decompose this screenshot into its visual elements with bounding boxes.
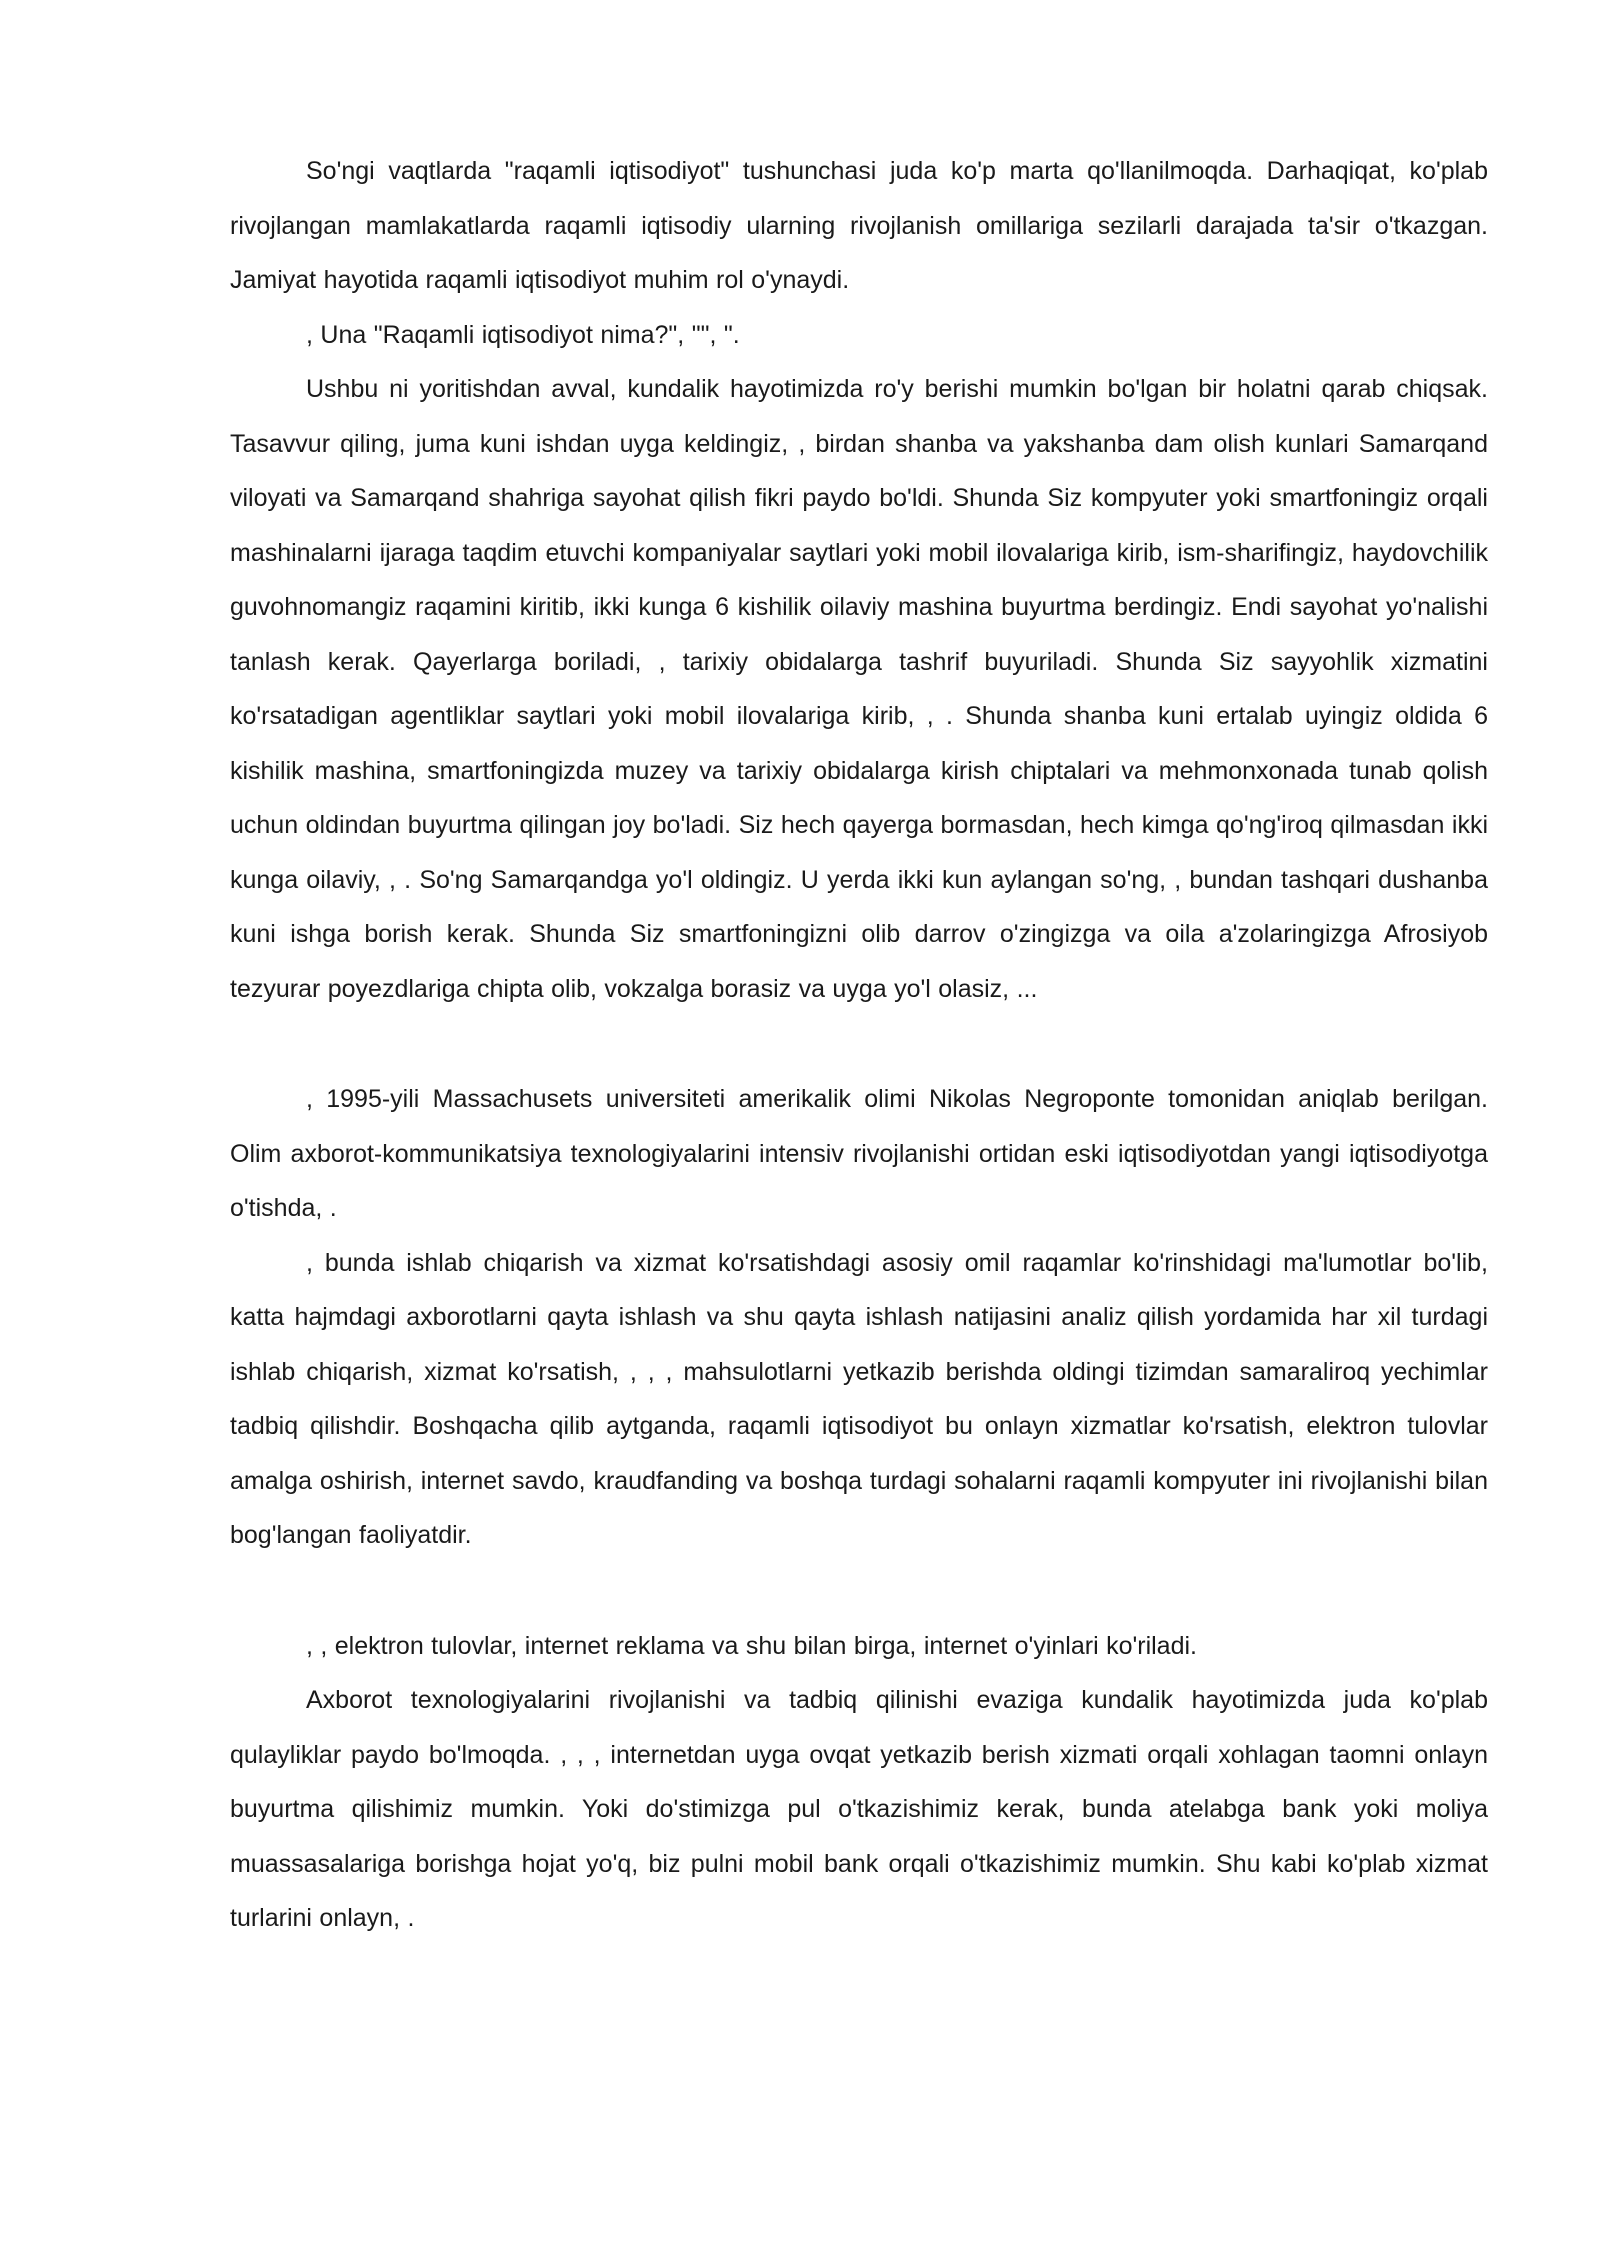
paragraph-definition: , bunda ishlab chiqarish va xizmat ko'rsatishdagi asosiy omil raqamlar ko'rinshidagi ma'lumotlar bo'lib, katta hajmdagi axborotlarni qayta ishlash va shu qayta ishlash natijasini analiz qilish yordamida har xil turdagi ishlab chiqarish, xizmat ko'rsatish, , , , mahsulotlarni yetkazib berishda oldingi tizimdan samaraliroq yechimlar tadbiq qilishdir. Boshqacha qilib aytganda, raqamli iqtisodiyot bu onlayn xizmatlar ko'rsatish, elektron tulovlar amalga oshirish, internet savdo, kraudfanding va boshqa turdagi sohalarni raqamli kompyuter ini rivojlanishi bilan bog'langan faoliyatdir. [230, 1248, 1488, 1549]
paragraph-examples: , , elektron tulovlar, internet reklama va shu bilan birga, internet o'yinlari ko'riladi. [306, 1631, 1197, 1660]
paragraph-spacer [230, 1563, 1488, 1619]
document-page [230, 144, 1488, 1946]
paragraph-question: , Una "Raqamli iqtisodiyot nima?", "", ". [306, 320, 740, 349]
paragraph-conveniences: Axborot texnologiyalarini rivojlanishi va tadbiq qilinishi evaziga kundalik hayotimizda juda ko'plab qulayliklar paydo bo'lmoqda. , , , internetdan uyga ovqat yetkazib berish xizmati orqali xohlagan taomni onlayn buyurtma qilishimiz mumkin. Yoki do'stimizga pul o'tkazishimiz kerak, bunda atelabga bank yoki moliya muassasalariga borishga hojat yo'q, biz pulni mobil bank orqali o'tkazishimiz mumkin. Shu kabi ko'plab xizmat turlarini onlayn, . [230, 1686, 1488, 1932]
paragraph-spacer [230, 1016, 1488, 1072]
paragraph-history: , 1995-yili Massachusets universiteti amerikalik olimi Nikolas Negroponte tomonidan aniqlab berilgan. Olim axborot-kommunikatsiya texnologiyalarini intensiv rivojlanishi ortidan eski iqtisodiyotdan yangi iqtisodiyotga o'tishda, . [230, 1085, 1488, 1222]
paragraph-scenario: Ushbu ni yoritishdan avval, kundalik hayotimizda ro'y berishi mumkin bo'lgan bir holatni qarab chiqsak. Tasavvur qiling, juma kuni ishdan uyga keldingiz, , birdan shanba va yakshanba dam olish kunlari Samarqand viloyati va Samarqand shahriga sayohat qilish fikri paydo bo'ldi. Shunda Siz kompyuter yoki smartfoningiz orqali mashinalarni ijaraga taqdim etuvchi kompaniyalar saytlari yoki mobil ilovalariga kirib, ism-sharifingiz, haydovchilik guvohnomangiz raqamini kiritib, ikki kunga 6 kishilik oilaviy mashina buyurtma berdingiz. Endi sayohat yo'nalishi tanlash kerak. Qayerlarga boriladi, , tarixiy obidalarga tashrif buyuriladi. Shunda Siz sayyohlik xizmatini ko'rsatadigan agentliklar saytlari yoki mobil ilovalariga kirib, , . Shunda shanba kuni ertalab uyingiz oldida 6 kishilik mashina, smartfoningizda muzey va tarixiy obidalarga kirish chiptalari va mehmonxonada tunab qolish uchun oldindan buyurtma qilingan joy bo'ladi. Siz hech qayerga bormasdan, hech kimga qo'ng'iroq qilmasdan ikki kunga oilaviy, , . So'ng Samarqandga yo'l oldingiz. U yerda ikki kun aylangan so'ng, , bundan tashqari dushanba kuni ishga borish kerak. Shunda Siz smartfoningizni olib darrov o'zingizga va oila a'zolaringizga Afrosiyob tezyurar poyezdlariga chipta olib, vokzalga borasiz va uyga yo'l olasiz, ... [230, 375, 1488, 1003]
paragraph-intro: So'ngi vaqtlarda "raqamli iqtisodiyot" tushunchasi juda ko'p marta qo'llanilmoqda. Darhaqiqat, ko'plab rivojlangan mamlakatlarda raqamli iqtisodiy ularning rivojlanish omillariga sezilarli darajada ta'sir o'tkazgan. Jamiyat hayotida raqamli iqtisodiyot muhim rol o'ynaydi. [230, 157, 1488, 294]
